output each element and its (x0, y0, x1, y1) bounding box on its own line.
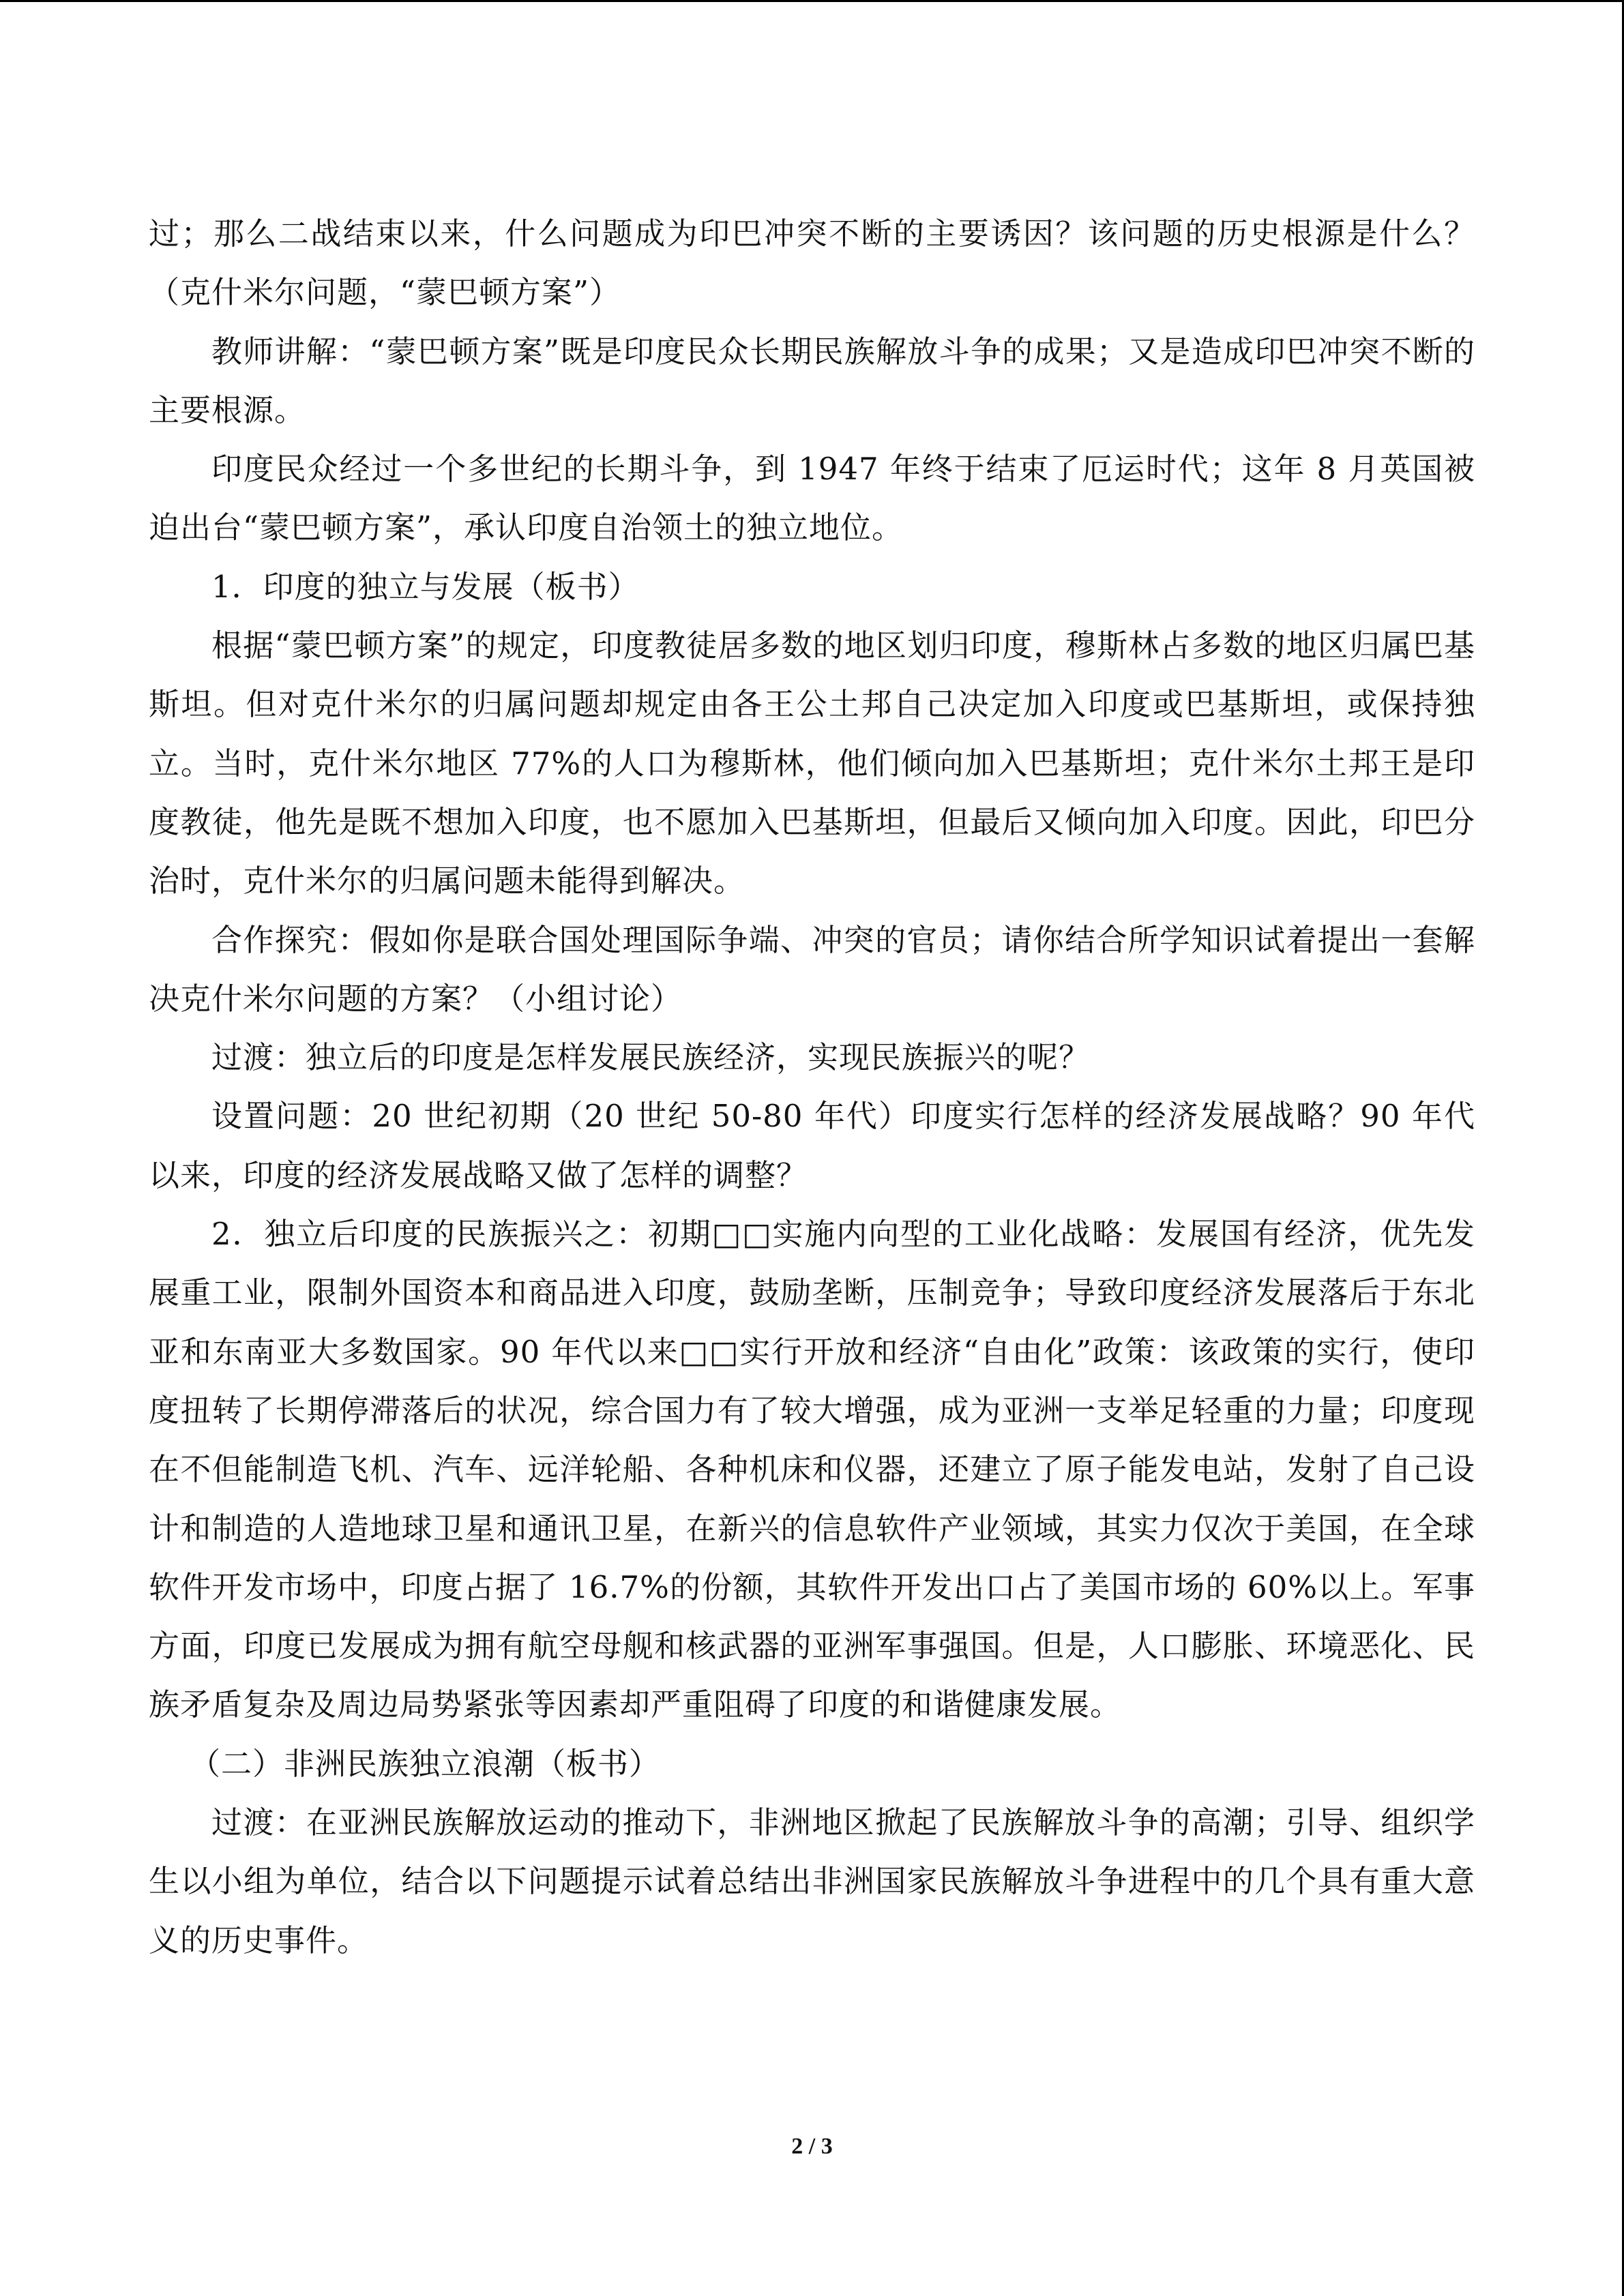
paragraph-question-continuation: 过；那么二战结束以来，什么问题成为印巴冲突不断的主要诱因？该问题的历史根源是什么？（克什米尔问题，“蒙巴顿方案”） (149, 215, 1475, 311)
paragraph-teacher-explanation: 教师讲解：“蒙巴顿方案”既是印度民众长期民族解放斗争的成果；又是造成印巴冲突不断的主要根源。 (149, 333, 1475, 428)
paragraph-cooperative-inquiry: 合作探究：假如你是联合国处理国际争端、冲突的官员；请你结合所学知识试着提出一套解决克什米尔问题的方案？（小组讨论） (149, 921, 1475, 1017)
paragraph-independence-1947: 印度民众经过一个多世纪的长期斗争，到 1947 年终于结束了厄运时代；这年 8 月英国被迫出台“蒙巴顿方案”，承认印度自治领土的独立地位。 (149, 451, 1475, 546)
paragraph-transition-africa: 过渡：在亚洲民族解放运动的推动下，非洲地区掀起了民族解放斗争的高潮；引导、组织学生以小组为单位，结合以下问题提示试着总结出非洲国家民族解放斗争进程中的几个具有重大意义的历史事件。 (149, 1804, 1475, 1958)
paragraph-set-question: 设置问题：20 世纪初期（20 世纪 50-80 年代）印度实行怎样的经济发展战略？90 年代以来，印度的经济发展战略又做了怎样的调整？ (149, 1098, 1475, 1193)
paragraph-mountbatten-plan: 根据“蒙巴顿方案”的规定，印度教徒居多数的地区划归印度，穆斯林占多数的地区归属巴基斯坦。但对克什米尔的归属问题却规定由各王公土邦自己决定加入印度或巴基斯坦，或保持独立。当时，克什米尔地区 77%的人口为穆斯林，他们倾向加入巴基斯坦；克什米尔土邦王是印度教徒，他先是既不想加入印度，也不愿加入巴基斯坦，但最后又倾向加入印度。因此，印巴分治时，克什米尔的归属问题未能得到解决。 (149, 627, 1475, 899)
page-number: 2 / 3 (791, 2134, 833, 2159)
section-heading-india-independence: 1．印度的独立与发展（板书） (211, 568, 640, 605)
paragraph-transition-economy: 过渡：独立后的印度是怎样发展民族经济，实现民族振兴的呢？ (211, 1039, 1091, 1076)
paragraph-india-revival: 2．独立后印度的民族振兴之：初期□□实施内向型的工业化战略：发展国有经济，优先发展重工业，限制外国资本和商品进入印度，鼓励垄断，压制竞争；导致印度经济发展落后于东北亚和东南亚大多数国家。90 年代以来□□实行开放和经济“自由化”政策：该政策的实行，使印度扭转了长期停滞落后的状况，综合国力有了较大增强，成为亚洲一支举足轻重的力量；印度现在不但能制造飞机、汽车、远洋轮船、各种机床和仪器，还建立了原子能发电站，发射了自己设计和制造的人造地球卫星和通讯卫星，在新兴的信息软件产业领域，其实力仅次于美国，在全球软件开发市场中，印度占据了 16.7%的份额，其软件开发出口占了美国市场的 60%以上。军事方面，印度已发展成为拥有航空母舰和核武器的亚洲军事强国。但是，人口膨胀、环境恶化、民族矛盾复杂及周边局势紧张等因素却严重阻碍了印度的和谐健康发展。 (149, 1216, 1475, 1723)
document-body (149, 205, 1475, 1970)
section-heading-africa-independence: （二）非洲民族独立浪潮（板书） (190, 1745, 661, 1782)
